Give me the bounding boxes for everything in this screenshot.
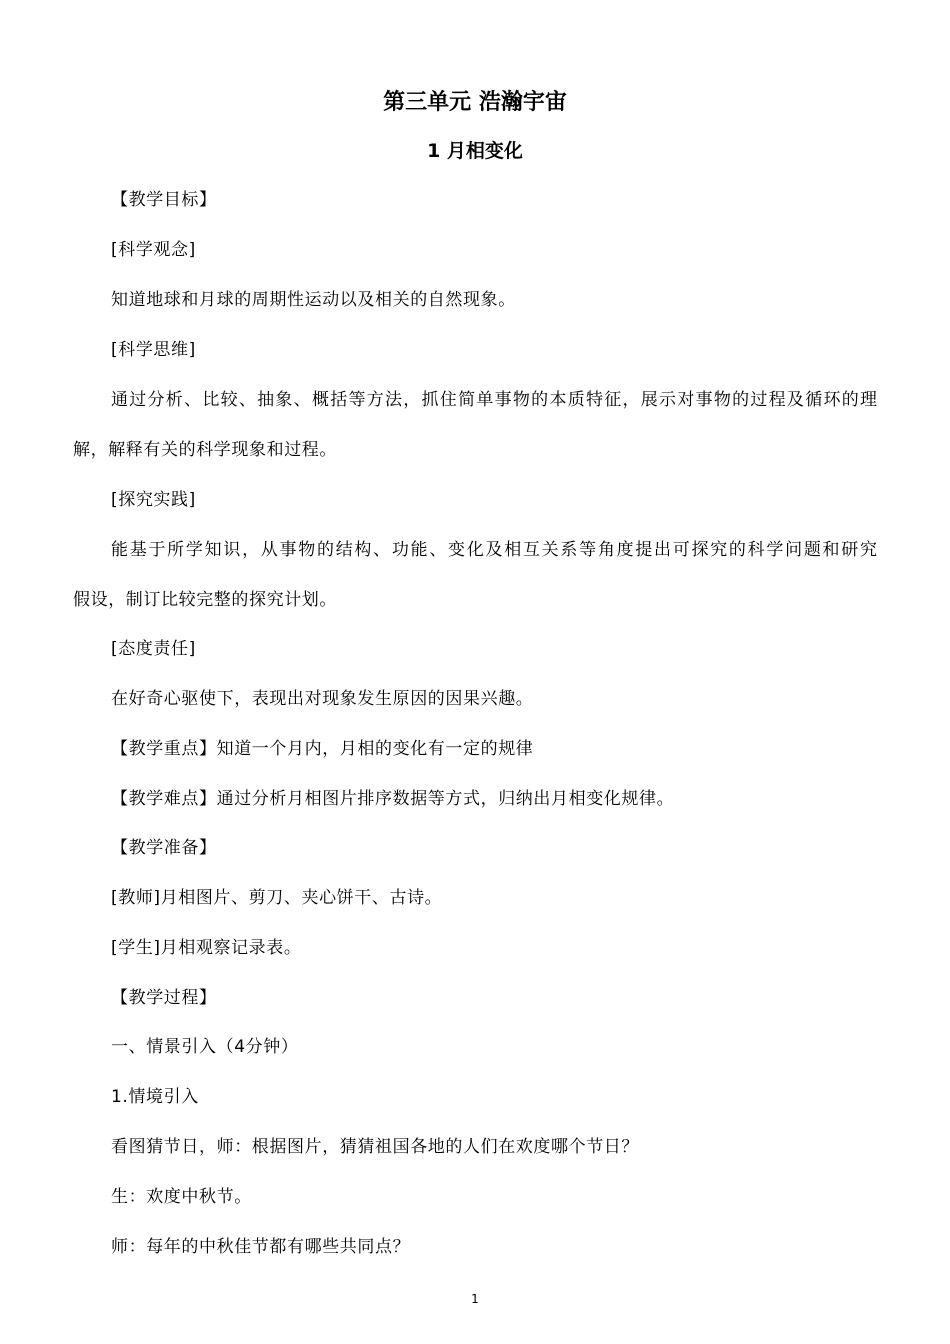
section-heading-preparation: 【教学准备】	[111, 838, 217, 858]
paragraph-line: 师：每年的中秋佳节都有哪些共同点？	[111, 1237, 411, 1257]
page-number: 1	[471, 1292, 479, 1306]
step-heading: 一、情景引入（4分钟）	[111, 1037, 299, 1057]
paragraph-line: 知道地球和月球的周期性运动以及相关的自然现象。	[111, 290, 516, 310]
paragraph-line: 生：欢度中秋节。	[111, 1187, 252, 1207]
section-heading-objectives: 【教学目标】	[111, 190, 217, 210]
section-heading-process: 【教学过程】	[111, 988, 217, 1008]
paragraph-line: 通过分析、比较、抽象、概括等方法，抓住简单事物的本质特征，展示对事物的过程及循环的理	[111, 390, 877, 410]
paragraph-line: 假设，制订比较完整的探究计划。	[73, 590, 337, 610]
subheading-inquiry-practice: [探究实践]	[111, 490, 196, 510]
paragraph-line: [学生]月相观察记录表。	[111, 938, 302, 958]
subheading-attitude: [态度责任]	[111, 639, 196, 659]
difficulty-line: 【教学难点】通过分析月相图片排序数据等方式，归纳出月相变化规律。	[111, 789, 675, 809]
lesson-title: 1 月相变化	[427, 140, 523, 162]
document-title: 第三单元 浩瀚宇宙	[383, 90, 567, 115]
paragraph-line: 能基于所学知识，从事物的结构、功能、变化及相互关系等角度提出可探究的科学问题和研究	[111, 540, 877, 560]
subheading-science-thinking: [科学思维]	[111, 340, 196, 360]
key-point-line: 【教学重点】知道一个月内，月相的变化有一定的规律	[111, 739, 534, 759]
subheading-science-concept: [科学观念]	[111, 240, 196, 260]
paragraph-line: 看图猜节日，师：根据图片，猜猜祖国各地的人们在欢度哪个节日？	[111, 1137, 639, 1157]
paragraph-line: 解，解释有关的科学现象和过程。	[73, 440, 337, 460]
step-subheading: 1.情境引入	[111, 1087, 199, 1107]
paragraph-line: 在好奇心驱使下，表现出对现象发生原因的因果兴趣。	[111, 689, 534, 709]
paragraph-line: [教师]月相图片、剪刀、夹心饼干、古诗。	[111, 888, 443, 908]
